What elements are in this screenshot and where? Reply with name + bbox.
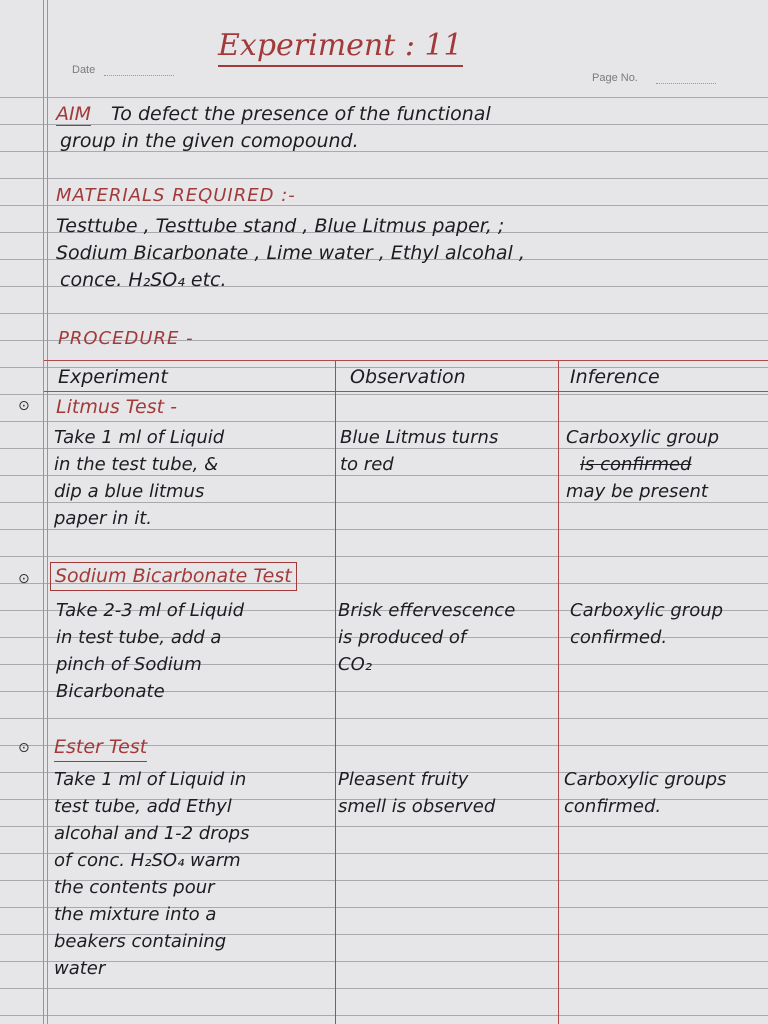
date-label: Date bbox=[72, 64, 96, 76]
table-top-border bbox=[44, 360, 768, 361]
test-3-observation bbox=[338, 766, 495, 820]
aim-line-2: group in the given comopound. bbox=[60, 130, 359, 152]
test-2-experiment-line: pinch of Sodium bbox=[56, 654, 202, 675]
test-1-observation-line: Blue Litmus turns bbox=[340, 427, 499, 448]
test-1-inference-struck: is confirmed bbox=[580, 454, 692, 475]
test-1-name: Litmus Test - bbox=[56, 396, 177, 418]
test-3-inference-line: Carboxylic groups bbox=[564, 769, 727, 790]
aim-label: AIM bbox=[56, 103, 91, 125]
test-1-observation-line: to red bbox=[340, 454, 394, 475]
test-3-experiment-line: the contents pour bbox=[54, 877, 215, 898]
test-2-observation-line: CO₂ bbox=[338, 654, 372, 675]
test-3-inference bbox=[564, 766, 726, 820]
margin-line-left bbox=[43, 0, 44, 1024]
test-3-bullet: ⊙ bbox=[18, 740, 30, 756]
test-3-experiment-line: Take 1 ml of Liquid in bbox=[54, 769, 247, 790]
test-1-experiment-line: paper in it. bbox=[54, 508, 152, 529]
test-1-inference-line: Carboxylic group bbox=[566, 427, 720, 448]
table-header-border bbox=[44, 391, 768, 392]
test-3-experiment-line: the mixture into a bbox=[54, 904, 217, 925]
materials-line-2: Sodium Bicarbonate , Lime water , Ethyl alcohal , bbox=[56, 242, 525, 264]
test-3-name: Ester Test bbox=[54, 734, 147, 762]
materials-line-1: Testtube , Testtube stand , Blue Litmus paper, ; bbox=[56, 215, 505, 237]
aim-line-1 bbox=[56, 101, 491, 128]
test-3-observation-line: smell is observed bbox=[338, 796, 496, 817]
test-2-name: Sodium Bicarbonate Test bbox=[50, 562, 297, 591]
test-2-inference-line: Carboxylic group bbox=[570, 600, 724, 621]
test-1-experiment bbox=[54, 424, 224, 532]
test-1-experiment-line: Take 1 ml of Liquid bbox=[54, 427, 225, 448]
test-2-bullet: ⊙ bbox=[18, 571, 30, 587]
test-2-experiment bbox=[56, 597, 244, 705]
test-1-experiment-line: dip a blue litmus bbox=[54, 481, 205, 502]
test-1-experiment-line: in the test tube, & bbox=[54, 454, 219, 475]
test-2-observation bbox=[338, 597, 515, 678]
margin-line-left-inner bbox=[47, 0, 48, 1024]
test-2-observation-line: Brisk effervescence bbox=[338, 600, 516, 621]
page-title: Experiment : 11 bbox=[218, 28, 463, 67]
test-2-inference bbox=[570, 597, 723, 651]
test-3-experiment-line: alcohal and 1-2 drops bbox=[54, 823, 250, 844]
test-3-experiment-line: beakers containing bbox=[54, 931, 227, 952]
materials-line-3: conce. H₂SO₄ etc. bbox=[60, 269, 227, 291]
test-1-observation bbox=[340, 424, 498, 478]
table-col-divider-2 bbox=[558, 360, 559, 1024]
test-2-inference-line: confirmed. bbox=[570, 627, 668, 648]
page-no-field-line bbox=[656, 83, 716, 84]
aim-text-1: To defect the presence of the functional bbox=[111, 103, 491, 125]
col-header-experiment: Experiment bbox=[58, 366, 168, 388]
test-1-inference bbox=[566, 424, 719, 505]
col-header-inference: Inference bbox=[570, 366, 660, 388]
date-field-line bbox=[104, 75, 174, 76]
test-3-experiment bbox=[54, 766, 249, 982]
test-2-experiment-line: in test tube, add a bbox=[56, 627, 222, 648]
page-no-label: Page No. bbox=[592, 72, 638, 84]
test-3-inference-line: confirmed. bbox=[564, 796, 662, 817]
test-2-experiment-line: Take 2-3 ml of Liquid bbox=[56, 600, 245, 621]
materials-heading: MATERIALS REQUIRED :- bbox=[56, 185, 296, 206]
test-3-experiment-line: test tube, add Ethyl bbox=[54, 796, 232, 817]
test-3-experiment-line: of conc. H₂SO₄ warm bbox=[54, 850, 241, 871]
test-3-observation-line: Pleasent fruity bbox=[338, 769, 469, 790]
test-2-experiment-line: Bicarbonate bbox=[56, 681, 165, 702]
test-2-observation-line: is produced of bbox=[338, 627, 467, 648]
col-header-observation: Observation bbox=[350, 366, 466, 388]
test-1-bullet: ⊙ bbox=[18, 398, 30, 414]
table-col-divider-1 bbox=[335, 360, 336, 1024]
procedure-heading: PROCEDURE - bbox=[58, 328, 194, 349]
test-3-experiment-line: water bbox=[54, 958, 106, 979]
test-1-inference-line: may be present bbox=[566, 481, 708, 502]
